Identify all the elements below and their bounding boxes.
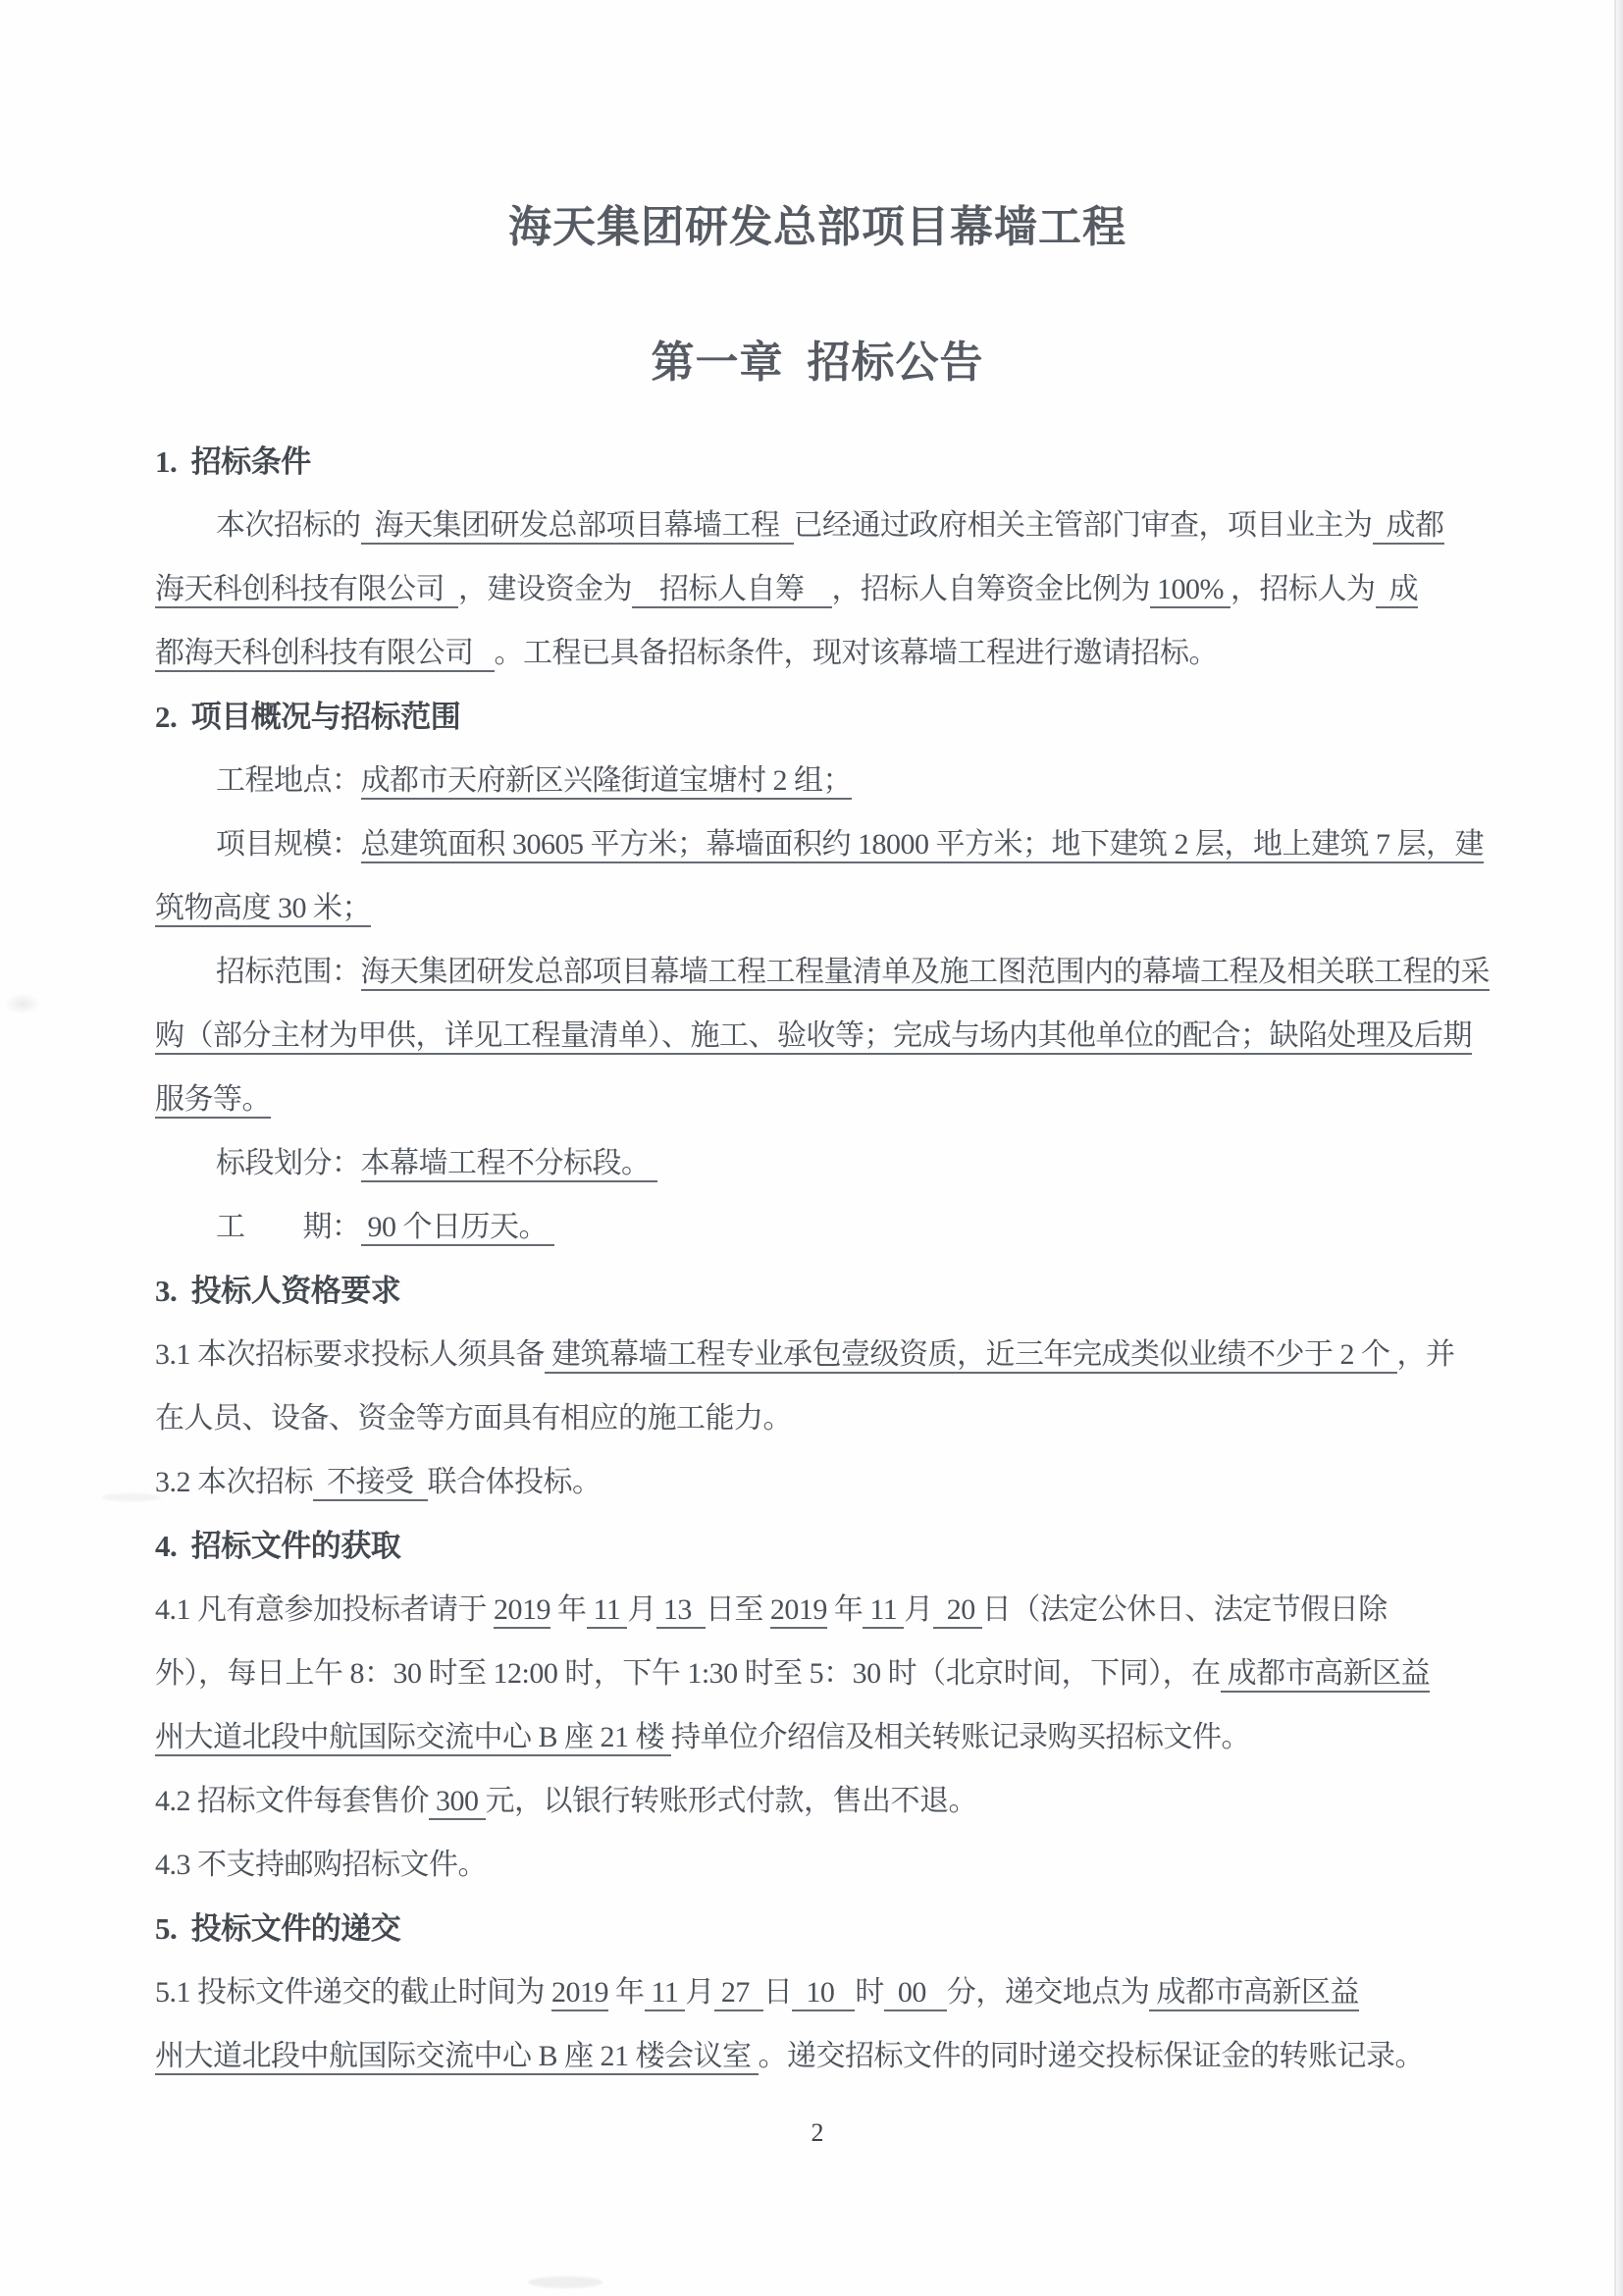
text-run: 标段划分： [216,1147,361,1179]
text-run: 1. 招标条件 [155,444,311,479]
filled-blank: 总建筑面积 30605 平方米；幕墙面积约 18000 平方米；地下建筑 2 层，地上建筑 7 层，建 [361,828,1485,863]
filled-blank: 海天集团研发总部项目幕墙工程 [361,509,794,545]
filled-blank: 2019 [494,1593,550,1629]
filled-blank: 00 [884,1976,947,2011]
tender-scope-line-1 [155,940,1490,1004]
text-run: 5.1 投标文件递交的截止时间为 [155,1976,551,2009]
scan-artifact [528,2276,602,2288]
filled-blank: 13 [656,1593,706,1629]
filled-blank: 州大道北段中航国际交流中心 B 座 21 楼会议室 [155,2040,759,2075]
document-obtain-line-2 [155,1642,1480,1705]
filled-blank: 10 [792,1976,855,2011]
tender-conditions-line-2 [155,557,1480,621]
filled-blank: 筑物高度 30 米； [155,892,371,927]
section-4-heading [155,1514,1480,1578]
filled-blank: 成 [1376,573,1419,608]
filled-blank: 州大道北段中航国际交流中心 B 座 21 楼 [155,1721,671,1756]
filled-blank: 300 [429,1785,486,1820]
text-run: 月 [904,1593,933,1626]
text-run: 2. 项目概况与招标范围 [155,700,461,734]
text-run: 分，递交地点为 [946,1976,1150,2009]
text-run: ，并 [1396,1338,1455,1371]
filled-blank: 11 [587,1593,628,1629]
text-run: 4.2 招标文件每套售价 [155,1785,429,1817]
text-run: 3.1 本次招标要求投标人须具备 [155,1338,545,1371]
section-3-heading [155,1259,1480,1323]
text-run: 4.3 不支持邮购招标文件。 [155,1849,487,1881]
text-run: 工 期： [216,1211,361,1243]
filled-blank: 都海天科创科技有限公司 [155,637,495,672]
chapter-heading: 第一章 招标公告 [651,339,984,387]
text-run: ，招标人自筹资金比例为 [831,573,1150,605]
filled-blank: 2019 [770,1593,827,1629]
filled-blank: 成都市天府新区兴隆街道宝塘村 2 组； [361,764,853,800]
page-number: 2 [811,2118,824,2147]
text-run: 月 [685,1976,714,2009]
section-2-heading [155,685,1480,749]
document-body [155,430,1490,2088]
text-run: 日 [762,1976,793,2009]
filled-blank: 海天科创科技有限公司 [155,573,458,608]
text-run: 本次招标的 [216,509,361,542]
text-run: 在人员、设备、资金等方面具有相应的施工能力。 [155,1402,792,1435]
filled-blank: 90 个日历天。 [361,1211,555,1246]
text-run: 联合体投标。 [427,1466,602,1498]
text-run: 年 [608,1976,645,2009]
text-run: 元，以银行转账形式付款，售出不退。 [485,1785,977,1817]
text-run: 日（法定公休日、法定节假日除 [981,1593,1387,1626]
text-run: 外），每日上午 8：30 时至 12:00 时，下午 1:30 时至 5：30 时（北京时间，下同），在 [155,1657,1221,1690]
scan-artifact [4,993,41,1015]
filled-blank: 购（部分主材为甲供，详见工程量清单）、施工、验收等；完成与场内其他单位的配合；缺陷处理及后期 [155,1019,1472,1055]
text-run: 4.1 凡有意参加投标者请于 [155,1593,494,1626]
bid-sections-line [155,1131,1480,1195]
tender-scope-line-3 [155,1068,1480,1131]
text-run: 工程地点： [216,764,361,797]
text-run: ，建设资金为 [458,573,632,605]
text-run: 。工程已具备招标条件，现对该幕墙工程进行邀请招标。 [494,637,1218,669]
scan-artifact [102,1493,161,1501]
project-location-line [155,749,1480,812]
qualification-line-1 [155,1323,1480,1386]
text-run: 时 [855,1976,884,2009]
filled-blank: 11 [645,1976,686,2011]
section-1-heading [155,430,1480,494]
text-run: 3. 投标人资格要求 [155,1274,401,1308]
filled-blank: 成都市高新区益 [1221,1657,1431,1693]
tender-scope-line-2 [155,1004,1480,1068]
filled-blank: 20 [933,1593,982,1629]
filled-blank: 招标人自筹 [632,573,832,608]
text-run: 项目规模： [216,828,361,861]
text-run: 3.2 本次招标 [155,1466,313,1498]
no-mail-order-line [155,1833,1480,1897]
document-price-line [155,1769,1480,1833]
filled-blank: 100% [1150,573,1230,608]
text-run: 5. 投标文件的递交 [155,1911,401,1946]
filled-blank: 本幕墙工程不分标段。 [361,1147,657,1182]
filled-blank: 27 [714,1976,763,2011]
construction-period-line [155,1195,1480,1259]
consortium-line [155,1450,1480,1514]
tender-conditions-line-1 [155,494,1480,557]
filled-blank: 成都市高新区益 [1149,1976,1359,2011]
document-title: 海天集团研发总部项目幕墙工程 [508,203,1126,251]
filled-blank: 海天集团研发总部项目幕墙工程工程量清单及施工图范围内的幕墙工程及相关联工程的采 [361,956,1491,991]
filled-blank: 建筑幕墙工程专业承包壹级资质，近三年完成类似业绩不少于 2 个 [545,1338,1397,1374]
filled-blank: 服务等。 [155,1083,271,1119]
filled-blank: 不接受 [313,1466,428,1501]
text-run: 日至 [705,1593,770,1626]
project-scale-line-1 [155,812,1484,876]
text-run: 年 [826,1593,864,1626]
text-run: ，招标人为 [1230,573,1376,605]
bid-submission-line-1 [155,1960,1480,2024]
qualification-line-2 [155,1386,1480,1450]
filled-blank: 11 [863,1593,904,1629]
tender-conditions-line-3 [155,621,1480,685]
bid-submission-line-2 [155,2024,1480,2088]
section-5-heading [155,1897,1480,1960]
filled-blank: 成都 [1373,509,1444,545]
text-run: 4. 招标文件的获取 [155,1529,401,1563]
text-run: 已经通过政府相关主管部门审查，项目业主为 [793,509,1373,542]
text-run: 。递交招标文件的同时递交投标保证金的转账记录。 [758,2040,1425,2072]
text-run: 年 [550,1593,587,1626]
text-run: 持单位介绍信及相关转账记录购买招标文件。 [671,1721,1251,1753]
document-obtain-line-3 [155,1705,1480,1769]
text-run: 月 [627,1593,656,1626]
project-scale-line-2 [155,876,1480,940]
text-run: 招标范围： [216,956,361,988]
scan-edge-line [1614,0,1616,2296]
filled-blank: 2019 [551,1976,608,2011]
document-obtain-line-1 [155,1578,1480,1642]
